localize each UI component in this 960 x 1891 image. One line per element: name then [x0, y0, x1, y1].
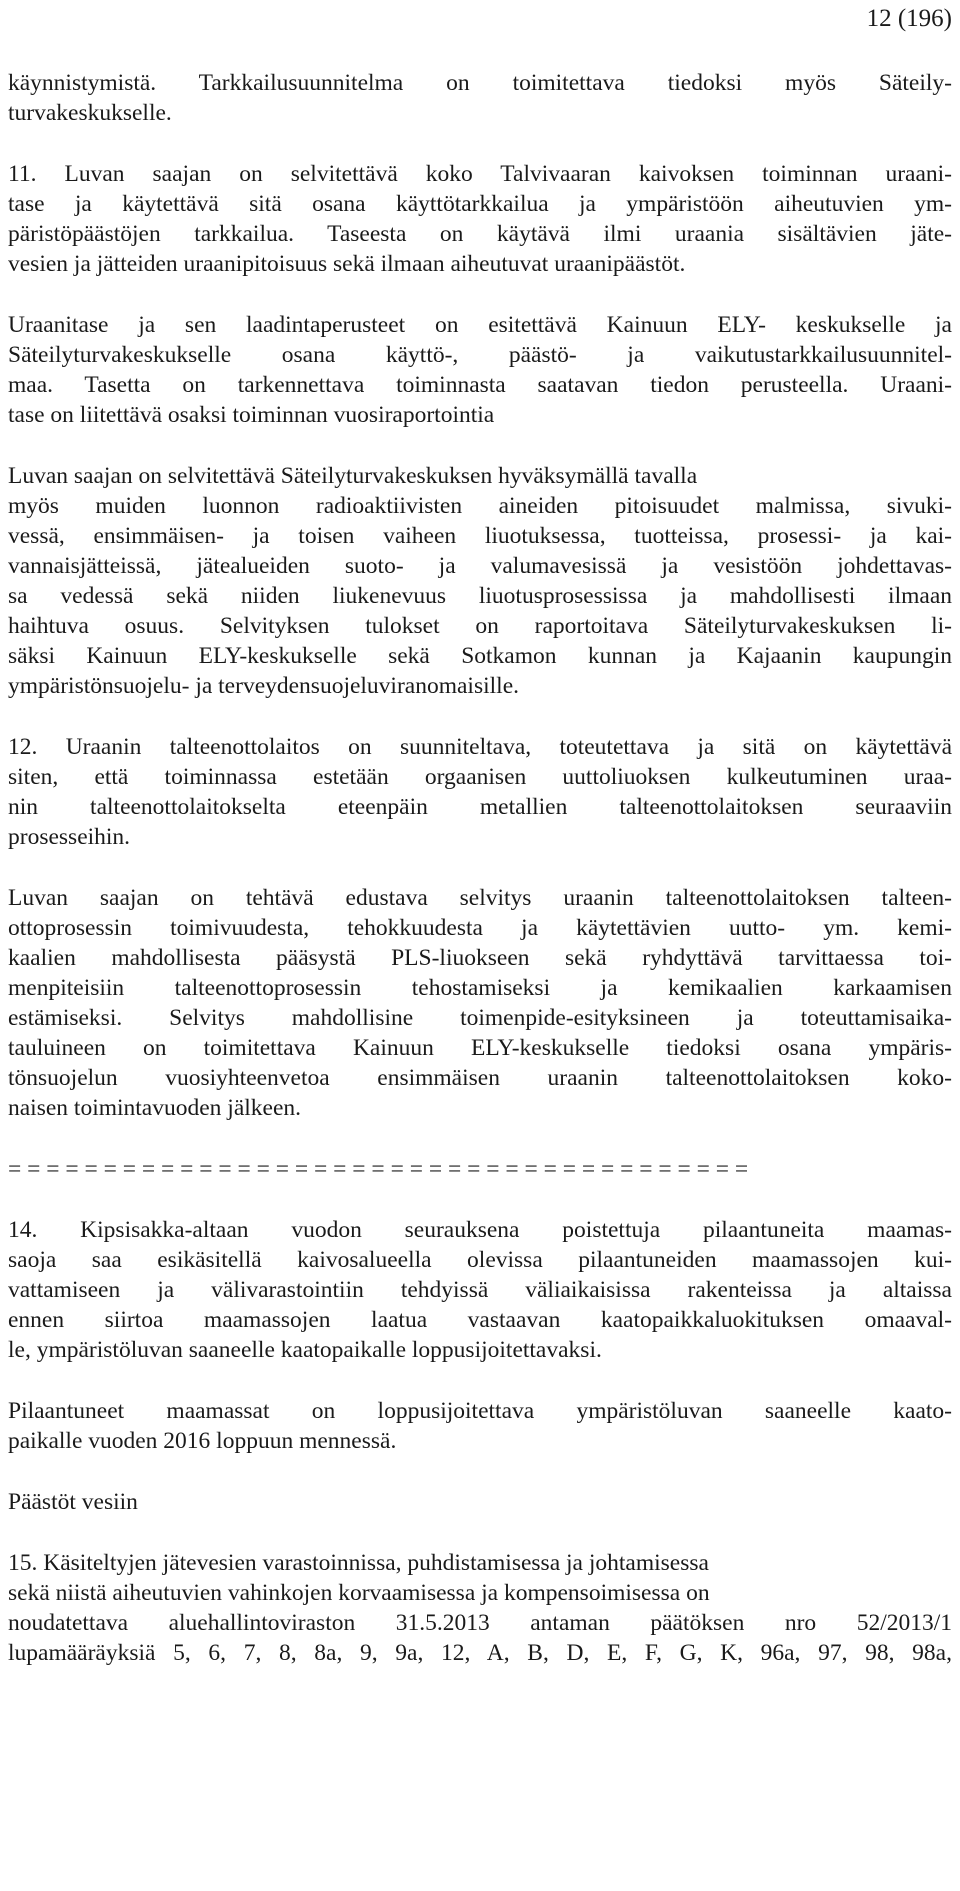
- text-line: siten, että toiminnassa estetään orgaanisen uuttoliuoksen kulkeutuminen uraa-: [8, 764, 952, 790]
- text-line: ympäristönsuojelu- ja terveydensuojeluviranomaisille.: [8, 673, 519, 699]
- paragraph: [8, 732, 952, 852]
- text-line: tase ja käytettävä sitä osana käyttötarkkailua ja ympäristöön aiheutuvien ym-: [8, 191, 952, 217]
- text-line: sekä niistä aiheutuvien vahinkojen korvaamisessa ja kompensoimisessa on: [8, 1580, 710, 1606]
- text-line: haihtuva osuus. Selvityksen tulokset on raportoitava Säteilyturvakeskuksen li-: [8, 613, 952, 639]
- text-line: = = = = = = = = = = = = = = = = = = = = = = = = = = = = = = = = = = = = = = =: [8, 1156, 749, 1182]
- text-line: noudatettava aluehallintoviraston 31.5.2013 antaman päätöksen nro 52/2013/1: [8, 1610, 952, 1636]
- paragraph: [8, 310, 952, 430]
- text-line: vessä, ensimmäisen- ja toisen vaiheen liuotuksessa, tuotteissa, prosessi- ja kai-: [8, 523, 952, 549]
- text-line: ottoprosessin toimivuudesta, tehokkuudesta ja käytettävien uutto- ym. kemi-: [8, 915, 952, 941]
- text-line: prosesseihin.: [8, 824, 131, 850]
- text-line: maa. Tasetta on tarkennettava toiminnasta saatavan tiedon perusteella. Uraani-: [8, 372, 952, 398]
- text-line: sa vedessä sekä niiden liukenevuus liuotusprosessissa ja mahdollisesti ilmaan: [8, 583, 952, 609]
- page-number: 12 (196): [866, 5, 952, 32]
- text-line: vannaisjätteissä, jätealueiden suoto- ja valumavesissä ja vesistöön johdettavas-: [8, 553, 952, 579]
- text-line: paikalle vuoden 2016 loppuun mennessä.: [8, 1428, 397, 1454]
- text-line: le, ympäristöluvan saaneelle kaatopaikalle loppusijoitettavaksi.: [8, 1337, 602, 1363]
- text-line: 12. Uraanin talteenottolaitos on suunniteltava, toteutettava ja sitä on käytettävä: [8, 734, 952, 760]
- text-line: vattamiseen ja välivarastointiin tehdyissä väliaikaisissa rakenteissa ja altaissa: [8, 1277, 952, 1303]
- paragraph: [8, 461, 952, 701]
- section-separator: [8, 1154, 952, 1184]
- text-line: säksi Kainuun ELY-keskukselle sekä Sotkamon kunnan ja Kajaanin kaupungin: [8, 643, 952, 669]
- paragraph: [8, 159, 952, 279]
- text-line: menpiteisiin talteenottoprosessin tehostamiseksi ja kemikaalien karkaamisen: [8, 975, 952, 1001]
- text-line: 15. Käsiteltyjen jätevesien varastoinnissa, puhdistamisessa ja johtamisessa: [8, 1550, 709, 1576]
- text-line: turvakeskukselle.: [8, 100, 172, 126]
- text-line: Pilaantuneet maamassat on loppusijoitettava ympäristöluvan saaneelle kaato-: [8, 1398, 952, 1424]
- text-line: vesien ja jätteiden uraanipitoisuus sekä ilmaan aiheutuvat uraanipäästöt.: [8, 251, 686, 277]
- paragraph: [8, 883, 952, 1123]
- text-line: naisen toimintavuoden jälkeen.: [8, 1095, 302, 1121]
- text-line: tönsuojelun vuosiyhteenvetoa ensimmäisen uraanin talteenottolaitoksen koko-: [8, 1065, 952, 1091]
- text-line: Luvan saajan on selvitettävä Säteilyturvakeskuksen hyväksymällä tavalla: [8, 463, 698, 489]
- text-line: Säteilyturvakeskukselle osana käyttö-, päästö- ja vaikutustarkkailusuunnitel-: [8, 342, 952, 368]
- text-line: Päästöt vesiin: [8, 1489, 138, 1515]
- text-line: nin talteenottolaitokselta eteenpäin metallien talteenottolaitoksen seuraaviin: [8, 794, 952, 820]
- text-line: saoja saa esikäsitellä kaivosalueella olevissa pilaantuneiden maamassojen kui-: [8, 1247, 952, 1273]
- text-line: myös muiden luonnon radioaktiivisten aineiden pitoisuudet malmissa, sivuki-: [8, 493, 952, 519]
- text-line: käynnistymistä. Tarkkailusuunnitelma on toimitettava tiedoksi myös Säteily-: [8, 70, 952, 96]
- document-body: [8, 68, 952, 1668]
- paragraph: [8, 1215, 952, 1365]
- text-line: päristöpäästöjen tarkkailua. Taseesta on käytävä ilmi uraania sisältävien jäte-: [8, 221, 952, 247]
- text-line: ennen siirtoa maamassojen laatua vastaavan kaatopaikkaluokituksen omaaval-: [8, 1307, 952, 1333]
- text-line: tauluineen on toimitettava Kainuun ELY-keskukselle tiedoksi osana ympäris-: [8, 1035, 952, 1061]
- paragraph: [8, 1396, 952, 1456]
- text-line: lupamääräyksiä 5, 6, 7, 8, 8a, 9, 9a, 12, A, B, D, E, F, G, K, 96a, 97, 98, 98a,: [8, 1640, 952, 1666]
- paragraph: [8, 68, 952, 128]
- text-line: 11. Luvan saajan on selvitettävä koko Talvivaaran kaivoksen toiminnan uraani-: [8, 161, 952, 187]
- text-line: 14. Kipsisakka-altaan vuodon seurauksena poistettuja pilaantuneita maamas-: [8, 1217, 952, 1243]
- text-line: kaalien mahdollisesta pääsystä PLS-liuokseen sekä ryhdyttävä tarvittaessa toi-: [8, 945, 952, 971]
- text-line: Uraanitase ja sen laadintaperusteet on esitettävä Kainuun ELY- keskukselle ja: [8, 312, 952, 338]
- paragraph: [8, 1548, 952, 1668]
- text-line: estämiseksi. Selvitys mahdollisine toimenpide-esityksineen ja toteuttamisaika-: [8, 1005, 952, 1031]
- text-line: Luvan saajan on tehtävä edustava selvitys uraanin talteenottolaitoksen talteen-: [8, 885, 952, 911]
- section-heading: [8, 1487, 952, 1517]
- text-line: tase on liitettävä osaksi toiminnan vuosiraportointia: [8, 402, 495, 428]
